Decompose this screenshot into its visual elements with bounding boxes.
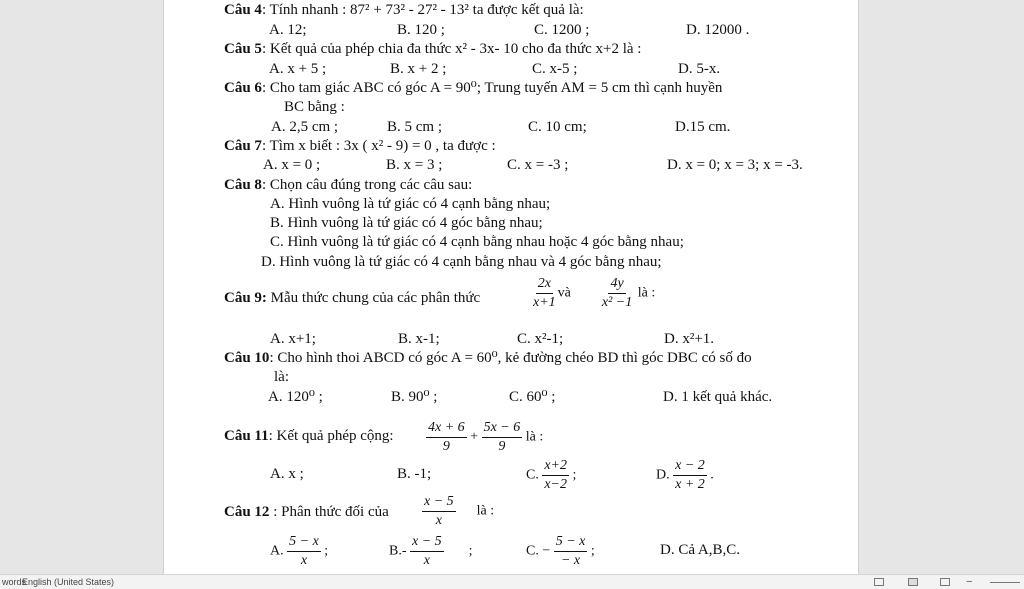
word-count[interactable]: words — [2, 577, 27, 587]
document-page[interactable] — [164, 0, 858, 574]
q11-option-c-fraction — [542, 458, 569, 493]
q6-option-a: A. 2,5 cm ; — [271, 119, 339, 135]
q5-option-d: D. 5-x. — [678, 61, 721, 77]
q5-option-a: A. x + 5 ; — [269, 61, 327, 77]
question-4-label: Câu 4 — [224, 2, 262, 18]
question-11-label: Câu 11 — [224, 428, 269, 444]
q9-fraction-1-numerator: 2x — [536, 276, 553, 294]
q10-option-b: B. 90⁰ ; — [391, 389, 438, 405]
q12-option-a-denominator: x — [300, 553, 308, 568]
question-5 — [224, 41, 641, 58]
question-9-text: Mẫu thức chung của các phân thức — [266, 290, 481, 306]
q12-option-b-label: B.- — [389, 543, 407, 559]
q12-fraction-group — [422, 494, 494, 529]
q11-option-c-denominator: x−2 — [544, 477, 568, 492]
q9-fraction-1-denominator: x+1 — [533, 295, 556, 310]
q4-option-d: D. 12000 . — [686, 22, 750, 38]
q11-fraction-2-denominator: 9 — [498, 439, 506, 454]
q12-option-c — [526, 534, 595, 569]
q11-option-d-tail: . — [710, 467, 714, 483]
print-layout-icon[interactable] — [908, 578, 918, 586]
q11-option-d — [656, 458, 714, 493]
q11-fraction-1-denominator: 9 — [442, 439, 450, 454]
question-5-text: : Kết quả của phép chia đa thức x² - 3x- 10 cho đa thức x+2 là : — [261, 41, 642, 57]
q12-option-a — [270, 534, 328, 569]
question-9 — [224, 290, 480, 307]
q11-fraction-2 — [482, 420, 523, 455]
q9-option-d: D. x²+1. — [664, 331, 715, 347]
question-7-label: Câu 7 — [224, 138, 262, 154]
zoom-out-icon[interactable]: − — [966, 576, 973, 588]
q12-option-a-numerator: 5 − x — [287, 534, 321, 552]
q11-option-c-label: C. — [526, 467, 539, 483]
q9-option-b: B. x-1; — [398, 331, 440, 347]
q11-option-d-fraction — [673, 458, 707, 493]
question-7-text: : Tìm x biết : 3x ( x² - 9) = 0 , ta được : — [261, 138, 496, 154]
q12-option-b-denominator: x — [423, 553, 430, 568]
question-8-text: : Chọn câu đúng trong các câu sau: — [261, 177, 473, 193]
q12-fraction — [422, 494, 456, 529]
q8-option-b: B. Hình vuông là tứ giác có 4 góc bằng nhau; — [270, 215, 543, 231]
q12-option-a-label: A. — [270, 543, 284, 559]
q4-option-a: A. 12; — [269, 22, 307, 38]
q6-option-c: C. 10 cm; — [528, 119, 587, 135]
q8-option-a: A. Hình vuông là tứ giác có 4 cạnh bằng nhau; — [270, 196, 551, 212]
question-6-text: : Cho tam giác ABC có góc A = 90⁰; Trung tuyến AM = 5 cm thì cạnh huyền — [261, 80, 723, 96]
question-10-text: : Cho hình thoi ABCD có góc A = 60⁰, kẻ đường chéo BD thì góc DBC có số đo — [269, 350, 752, 366]
q11-option-d-label: D. — [656, 467, 670, 483]
question-10 — [224, 350, 752, 367]
q10-option-a: A. 120⁰ ; — [268, 389, 323, 405]
q9-joiner: và — [557, 285, 571, 301]
q5-option-b: B. x + 2 ; — [390, 61, 447, 77]
q12-option-a-fraction — [287, 534, 321, 569]
q9-tail: là : — [637, 285, 656, 301]
question-6-text-continued: BC bằng : — [284, 99, 345, 115]
q6-option-b: B. 5 cm ; — [387, 119, 442, 135]
web-layout-icon[interactable] — [940, 578, 950, 586]
question-4-text: : Tính nhanh : 87² + 73² - 27² - 13² ta được kết quả là: — [261, 2, 584, 18]
question-11 — [224, 428, 394, 445]
q12-option-c-label: C. − — [526, 543, 551, 559]
q12-option-c-tail: ; — [590, 543, 595, 559]
q12-fraction-numerator: x − 5 — [422, 494, 456, 512]
q12-option-c-fraction — [554, 534, 588, 569]
q11-option-b: B. -1; — [397, 466, 432, 482]
q12-option-b-tail: ; — [468, 543, 473, 559]
language-indicator[interactable]: English (United States) — [22, 577, 115, 587]
q10-option-d: D. 1 kết quả khác. — [663, 389, 773, 405]
q11-tail: là : — [525, 429, 544, 445]
question-4 — [224, 2, 584, 19]
q11-option-c-tail: ; — [572, 467, 577, 483]
q11-option-a: A. x ; — [270, 466, 304, 482]
q12-option-c-numerator: 5 − x — [554, 534, 588, 552]
q9-fraction-2-numerator: 4y — [608, 276, 625, 294]
question-6 — [224, 80, 722, 97]
q10-option-c: C. 60⁰ ; — [509, 389, 556, 405]
q9-fraction-1 — [531, 276, 558, 311]
q5-option-c: C. x-5 ; — [532, 61, 578, 77]
question-10-label: Câu 10 — [224, 350, 270, 366]
q6-option-d: D.15 cm. — [675, 119, 731, 135]
q7-option-a: A. x = 0 ; — [263, 157, 321, 173]
q12-option-b-fraction — [410, 534, 444, 569]
question-6-label: Câu 6 — [224, 80, 262, 96]
q11-fraction-1 — [426, 420, 467, 455]
q12-option-b-numerator: x − 5 — [410, 534, 444, 552]
q12-option-a-tail: ; — [324, 543, 329, 559]
question-11-text: : Kết quả phép cộng: — [268, 428, 394, 444]
zoom-slider[interactable] — [990, 582, 1020, 583]
q9-option-c: C. x²-1; — [517, 331, 564, 347]
q11-fraction-group — [426, 420, 543, 455]
q7-option-d: D. x = 0; x = 3; x = -3. — [667, 157, 803, 173]
q11-option-d-denominator: x + 2 — [675, 477, 705, 492]
question-7 — [224, 138, 496, 155]
q12-option-b — [389, 534, 473, 569]
question-9-label: Câu 9: — [224, 290, 267, 306]
q11-fraction-2-numerator: 5x − 6 — [482, 420, 523, 438]
question-12 — [224, 504, 389, 521]
q11-option-d-numerator: x − 2 — [673, 458, 707, 476]
question-5-label: Câu 5 — [224, 41, 262, 57]
question-8 — [224, 177, 472, 194]
question-10-text-continued: là: — [274, 369, 289, 385]
q8-option-d: D. Hình vuông là tứ giác có 4 cạnh bằng nhau và 4 góc bằng nhau; — [261, 254, 662, 270]
q4-option-b: B. 120 ; — [397, 22, 445, 38]
q9-fraction-2-denominator: x² −1 — [601, 295, 633, 310]
q12-tail: là : — [476, 503, 495, 519]
question-8-label: Câu 8 — [224, 177, 262, 193]
q9-fraction-group — [531, 276, 655, 311]
q11-fraction-1-numerator: 4x + 6 — [426, 420, 467, 438]
q9-option-a: A. x+1; — [270, 331, 316, 347]
q11-option-c-numerator: x+2 — [542, 458, 569, 476]
status-bar — [0, 574, 1024, 589]
read-mode-icon[interactable] — [874, 578, 884, 586]
q4-option-c: C. 1200 ; — [534, 22, 590, 38]
q12-option-d: D. Cả A,B,C. — [660, 542, 741, 558]
q12-option-c-denominator: − x — [560, 553, 581, 568]
q8-option-c: C. Hình vuông là tứ giác có 4 cạnh bằng nhau hoặc 4 góc bằng nhau; — [270, 234, 684, 250]
q7-option-c: C. x = -3 ; — [507, 157, 569, 173]
question-12-label: Câu 12 — [224, 504, 270, 520]
q11-option-c — [526, 458, 576, 493]
q11-plus-sign: + — [470, 429, 479, 445]
q12-fraction-denominator: x — [435, 513, 442, 528]
q9-fraction-2 — [600, 276, 634, 311]
question-12-text: : Phân thức đối của — [269, 504, 389, 520]
q7-option-b: B. x = 3 ; — [386, 157, 443, 173]
